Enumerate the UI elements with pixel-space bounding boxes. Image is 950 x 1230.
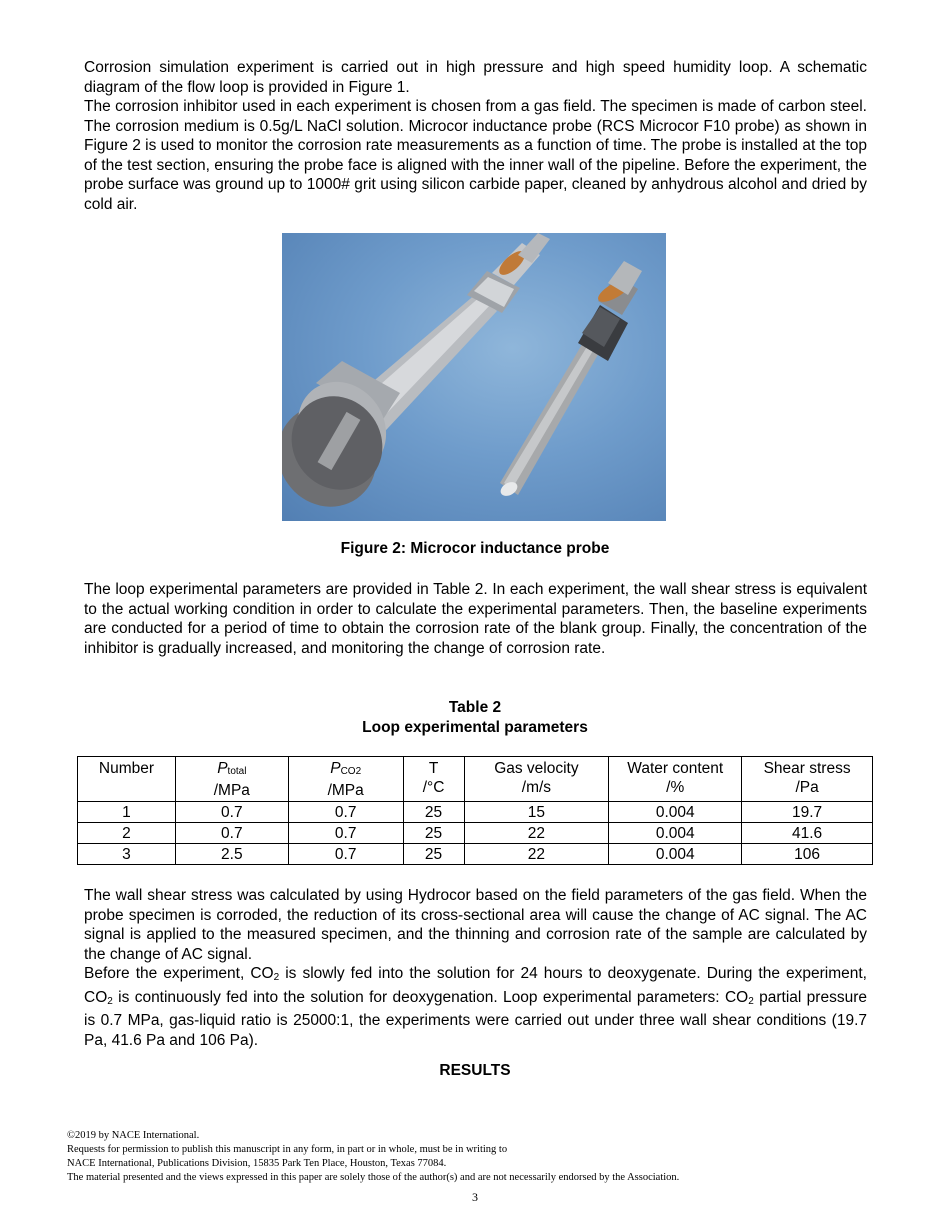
- table-cell: 25: [403, 802, 464, 823]
- table-cell: 41.6: [742, 823, 873, 844]
- page-number: 3: [472, 1190, 478, 1204]
- header-temperature: T /°C: [403, 757, 464, 802]
- intro-paragraph-1: Corrosion simulation experiment is carried out in high pressure and high speed humidity loop. A schematic diagram of the flow loop is provided in Figure 1.: [84, 59, 867, 96]
- table-cell: 0.7: [175, 802, 288, 823]
- footer-line: ©2019 by NACE International.: [67, 1130, 200, 1141]
- table-row: [78, 802, 873, 823]
- shear-stress-paragraph: The wall shear stress was calculated by using Hydrocor based on the field parameters of the gas field. When the probe specimen is corroded, the reduction of its cross-sectional area will cause the change of AC signal. The AC signal is applied to the measured specimen, and the thinning and corrosion rate of the sample are calculated by the change of AC signal.: [84, 887, 867, 963]
- loop-parameters-table: [77, 756, 873, 865]
- table-cell: 15: [464, 802, 609, 823]
- header-pco2: $P_{CO2}$ /MPa: [288, 757, 403, 802]
- intro-text: [84, 58, 867, 214]
- header-gas-velocity: Gas velocity /m/s: [464, 757, 609, 802]
- table-cell: 106: [742, 844, 873, 865]
- results-heading: RESULTS: [439, 1062, 511, 1079]
- footer-line: The material presented and the views expressed in this paper are solely those of the author(s) and are not necessarily endorsed by the Association.: [67, 1172, 680, 1183]
- right-probe-shape: [498, 261, 642, 499]
- table-cell: 3: [78, 844, 176, 865]
- table-cell: 0.7: [288, 844, 403, 865]
- loop-parameters-paragraph: The loop experimental parameters are provided in Table 2. In each experiment, the wall shear stress is equivalent to the actual working condition in order to calculate the experimental parameters. Then, the baseline experiments are conducted for a period of time to obtain the corrosion rate of the blank group. Finally, the concentration of the inhibitor is gradually increased, and monitoring the change of corrosion rate.: [84, 581, 867, 657]
- table-title: Loop experimental parameters: [362, 719, 588, 736]
- deoxygenation-paragraph: Before the experiment, $CO_2$ is slowly fed into the solution for 24 hours to deoxygenate. During the experiment, $CO_2$ is continuously fed into the solution for deoxygenation. Loop experimental parameters: $CO_2$ partial pressure is 0.7 MPa, gas-liquid ratio is 25000:1, the experiments were carried out under three wall shear conditions (19.7 Pa, 41.6 Pa and 106 Pa).: [84, 965, 867, 1049]
- header-water-content: Water content /%: [609, 757, 742, 802]
- footer-line: Requests for permission to publish this manuscript in any form, in part or in whole, must be in writing to: [67, 1144, 508, 1155]
- figure-caption: Figure 2: Microcor inductance probe: [340, 540, 610, 557]
- header-ptotal: $P_{total}$ /MPa: [175, 757, 288, 802]
- table-cell: 22: [464, 823, 609, 844]
- table-row: [78, 844, 873, 865]
- header-shear-stress: Shear stress /Pa: [742, 757, 873, 802]
- table-cell: 0.004: [609, 823, 742, 844]
- table-cell: 0.004: [609, 802, 742, 823]
- table-row: [78, 823, 873, 844]
- table-cell: 2: [78, 823, 176, 844]
- table-cell: 22: [464, 844, 609, 865]
- table-cell: 0.7: [175, 823, 288, 844]
- table-header-row: [78, 757, 873, 802]
- table-cell: 25: [403, 823, 464, 844]
- table-cell: 0.7: [288, 823, 403, 844]
- probe-photo: [282, 233, 666, 521]
- intro-paragraph-2: The corrosion inhibitor used in each experiment is chosen from a gas field. The specimen is made of carbon steel. The corrosion medium is 0.5g/L NaCl solution. Microcor inductance probe (RCS Microcor F10 probe) as shown in Figure 2 is used to monitor the corrosion rate measurements as a function of time. The probe is installed at the top of the test section, ensuring the probe face is aligned with the inner wall of the pipeline. Before the experiment, the probe surface was ground up to 1000# grit using silicon carbide paper, cleaned by anhydrous alcohol and dried by cold air.: [84, 98, 867, 213]
- microcor-probe-illustration: [282, 233, 666, 521]
- footer-line: NACE International, Publications Division, 15835 Park Ten Place, Houston, Texas 77084.: [67, 1158, 447, 1169]
- table-label: Table 2: [448, 699, 502, 716]
- table-cell: 0.004: [609, 844, 742, 865]
- table-cell: 1: [78, 802, 176, 823]
- table-cell: 2.5: [175, 844, 288, 865]
- table-cell: 0.7: [288, 802, 403, 823]
- table-caption: [0, 698, 950, 738]
- copyright-footer: [67, 1129, 887, 1185]
- table-cell: 19.7: [742, 802, 873, 823]
- header-number: Number: [78, 757, 176, 802]
- table-cell: 25: [403, 844, 464, 865]
- after-table-text: [84, 886, 867, 1050]
